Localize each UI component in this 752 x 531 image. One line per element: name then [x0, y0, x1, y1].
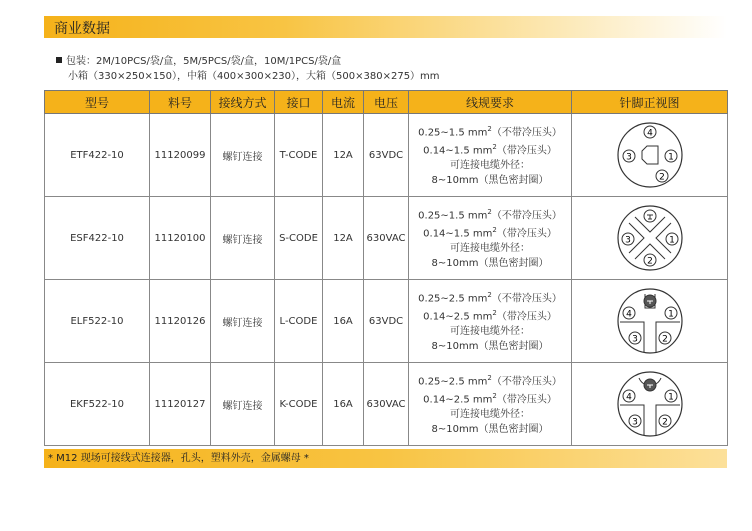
table-header-row — [45, 91, 728, 114]
header-wire-gauge: 线规要求 — [409, 91, 572, 114]
product-table — [44, 90, 728, 446]
voltage-cell: 630VAC — [364, 363, 409, 446]
wiring-cell: 螺钉连接 — [211, 363, 275, 446]
pin-label: 3 — [625, 152, 632, 163]
wire-gauge-cell: 0.25~1.5 $mm^2$（不带冷压头） 0.14~1.5 $mm^2$（带冷压头） 可连接电缆外径： 8~10mm（黑色密封圈） — [409, 197, 572, 280]
voltage-cell: 63VDC — [364, 114, 409, 197]
wire-spec-1-note: （不带冷压头） — [491, 293, 562, 304]
packaging-info — [56, 54, 440, 84]
pin-label: 4 — [625, 309, 632, 320]
current-cell: 12A — [323, 114, 364, 197]
voltage-cell: 63VDC — [364, 280, 409, 363]
part-cell: 11120100 — [150, 197, 211, 280]
table-row — [45, 197, 728, 280]
wire-spec-1: 0.25~2.5 mm — [418, 376, 488, 387]
section-title-bar — [44, 16, 727, 38]
header-interface: 接口 — [275, 91, 323, 114]
wire-spec-2: 0.14~2.5 mm — [423, 394, 493, 406]
header-wiring: 接线方式 — [211, 91, 275, 114]
cable-diameter-label: 可连接电缆外径： — [450, 243, 530, 255]
wire-spec-1-note: （不带冷压头） — [491, 127, 562, 138]
wire-spec-1: 0.25~1.5 mm — [418, 127, 488, 138]
wire-spec-2: 0.14~2.5 mm — [423, 311, 493, 323]
wire-spec-1-note: （不带冷压头） — [491, 210, 562, 221]
cable-diameter-value: 8~10mm（黑色密封圈） — [431, 175, 549, 187]
table-row — [45, 114, 728, 197]
wiring-cell: 螺钉连接 — [211, 197, 275, 280]
interface-cell: S-CODE — [275, 197, 323, 280]
header-current: 电流 — [323, 91, 364, 114]
pin-view-cell — [572, 280, 728, 363]
cable-diameter-value: 8~10mm（黑色密封圈） — [431, 341, 549, 353]
cable-diameter-label: 可连接电缆外径： — [450, 326, 530, 338]
wire-spec-2: 0.14~1.5 mm — [423, 228, 493, 240]
interface-cell: K-CODE — [275, 363, 323, 446]
pin-label: 3 — [631, 334, 638, 345]
voltage-cell: 630VAC — [364, 197, 409, 280]
t-code-pin-diagram — [615, 120, 685, 190]
wire-spec-1: 0.25~1.5 mm — [418, 210, 488, 221]
l-code-pin-diagram — [615, 286, 685, 356]
current-cell: 16A — [323, 363, 364, 446]
s-code-pin-diagram — [615, 203, 685, 273]
cable-diameter-label: 可连接电缆外径： — [450, 409, 530, 421]
model-cell: ETF422-10 — [45, 114, 150, 197]
header-voltage: 电压 — [364, 91, 409, 114]
header-pin-view: 针脚正视图 — [572, 91, 728, 114]
wire-spec-2: 0.14~1.5 mm — [423, 145, 493, 157]
pin-label: 1 — [667, 152, 674, 163]
packaging-line-1: 包装：2M/10PCS/袋/盒，5M/5PCS/袋/盒，10M/1PCS/袋/盒 — [66, 56, 342, 67]
pin-label: 3 — [624, 235, 631, 246]
model-cell: EKF522-10 — [45, 363, 150, 446]
interface-cell: T-CODE — [275, 114, 323, 197]
footer-note-bar — [44, 449, 727, 468]
wire-gauge-cell: 0.25~2.5 $mm^2$（不带冷压头） 0.14~2.5 $mm^2$（带冷压头） 可连接电缆外径： 8~10mm（黑色密封圈） — [409, 280, 572, 363]
wire-spec-2-note: （带冷压头） — [496, 394, 557, 406]
model-cell: ELF522-10 — [45, 280, 150, 363]
pin-view-cell — [572, 114, 728, 197]
wiring-cell: 螺钉连接 — [211, 280, 275, 363]
pin-view-cell — [572, 197, 728, 280]
wire-spec-2-note: （带冷压头） — [496, 228, 557, 240]
part-cell: 11120099 — [150, 114, 211, 197]
current-cell: 16A — [323, 280, 364, 363]
cable-diameter-label: 可连接电缆外径： — [450, 160, 530, 172]
wiring-cell: 螺钉连接 — [211, 114, 275, 197]
pin-label: 2 — [661, 417, 668, 428]
wire-spec-1: 0.25~2.5 mm — [418, 293, 488, 304]
wire-spec-2-note: （带冷压头） — [496, 145, 557, 157]
cable-diameter-value: 8~10mm（黑色密封圈） — [431, 258, 549, 270]
table-row — [45, 363, 728, 446]
model-cell: ESF422-10 — [45, 197, 150, 280]
wire-gauge-cell: 0.25~2.5 $mm^2$（不带冷压头） 0.14~2.5 $mm^2$（带冷压头） 可连接电缆外径： 8~10mm（黑色密封圈） — [409, 363, 572, 446]
pin-label: 3 — [631, 417, 638, 428]
pin-label: 2 — [646, 256, 653, 267]
wire-spec-1-note: （不带冷压头） — [491, 376, 562, 387]
packaging-line-2: 小箱（330×250×150），中箱（400×300×230），大箱（500×380×275）mm — [68, 71, 440, 82]
footer-note: * M12 现场可接线式连接器，孔头，塑料外壳，金属螺母 * — [48, 453, 309, 464]
wire-spec-2-note: （带冷压头） — [496, 311, 557, 323]
pin-label: 1 — [668, 235, 675, 246]
pin-label: 1 — [667, 309, 674, 320]
pin-label: 1 — [667, 392, 674, 403]
part-cell: 11120126 — [150, 280, 211, 363]
pin-label: 2 — [661, 334, 668, 345]
cable-diameter-value: 8~10mm（黑色密封圈） — [431, 424, 549, 436]
k-code-pin-diagram — [615, 369, 685, 439]
bullet-square-icon — [56, 57, 62, 63]
header-model: 型号 — [45, 91, 150, 114]
part-cell: 11120127 — [150, 363, 211, 446]
wire-gauge-cell: 0.25~1.5 $mm^2$（不带冷压头） 0.14~1.5 $mm^2$（带冷压头） 可连接电缆外径： 8~10mm（黑色密封圈） — [409, 114, 572, 197]
current-cell: 12A — [323, 197, 364, 280]
pin-label: 4 — [625, 392, 632, 403]
pin-label: 4 — [646, 128, 653, 139]
pin-view-cell — [572, 363, 728, 446]
pin-label: 2 — [658, 172, 665, 183]
interface-cell: L-CODE — [275, 280, 323, 363]
header-part-number: 料号 — [150, 91, 211, 114]
section-title: 商业数据 — [54, 21, 110, 37]
table-row — [45, 280, 728, 363]
